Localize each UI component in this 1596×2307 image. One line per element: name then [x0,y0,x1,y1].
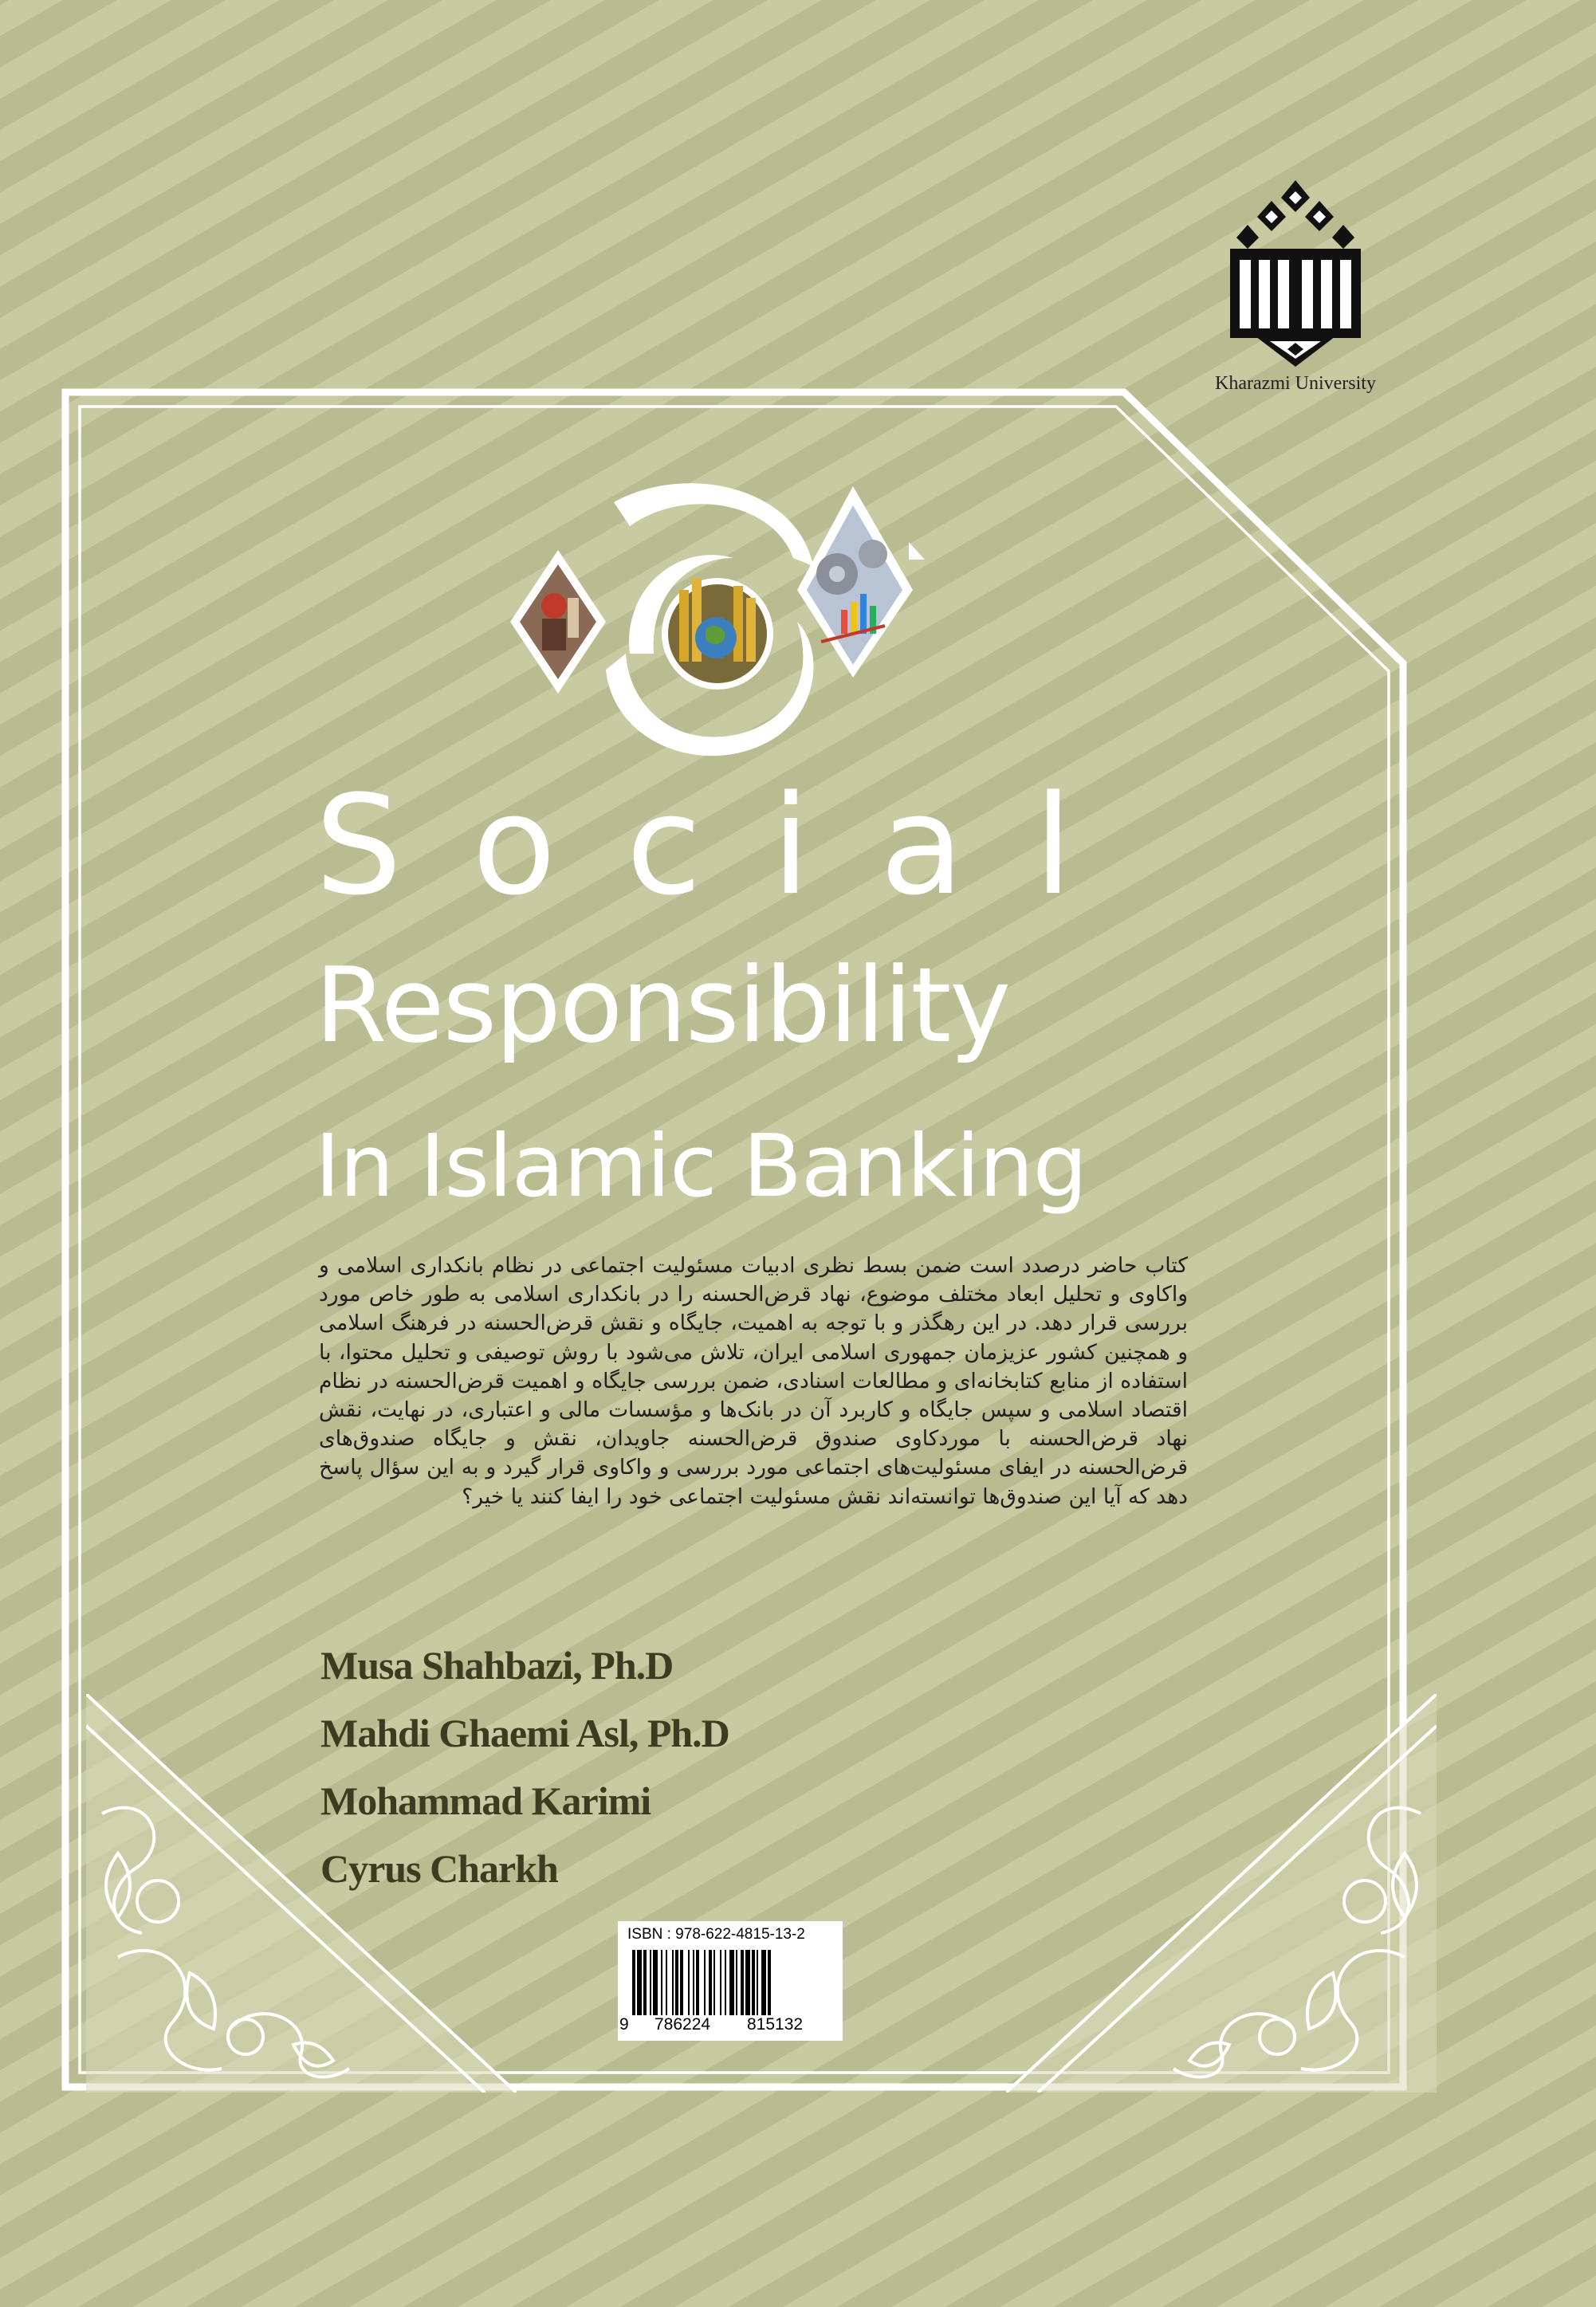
barcode-bar [632,1950,635,2015]
barcode-bar [713,1950,715,2015]
author-name: Mahdi Ghaemi Asl, Ph.D [320,1711,729,1755]
author-name: Cyrus Charkh [320,1846,558,1891]
title-line-responsibility: Responsibility [315,945,1010,1066]
barcode-bar [768,1950,771,2015]
floral-corner-ornament-right [1006,1694,1437,2093]
barcode-bar [693,1950,694,2015]
title-line-social: Social [315,765,1142,926]
barcode-bar [637,1950,642,2015]
author-name: Mohammad Karimi [320,1778,651,1823]
isbn-digits-left: 786224 [655,2015,711,2034]
barcode-bar [672,1950,674,2015]
barcode-bar [745,1950,750,2015]
coins-globe-photo-icon [662,578,773,690]
barcode-bar [725,1950,726,2015]
barcode-bar [688,1950,690,2015]
floral-corner-ornament-left [86,1694,517,2093]
isbn-digits-right: 815132 [747,2015,804,2034]
barcode-bar [680,1950,683,2015]
barcode-bar [709,1950,712,2015]
barcode-bar [696,1950,699,2015]
barcode-bar [661,1950,662,2015]
isbn-label: ISBN : 978-622-4815-13-2 [627,1926,805,1943]
barcode-bar [666,1950,667,2015]
cover-emblem-illustration [478,470,973,789]
kharazmi-university-logo-icon [1224,177,1367,368]
left-photo-icon [510,550,606,694]
author-name: Musa Shahbazi, Ph.D [320,1643,674,1688]
barcode-bar [761,1950,766,2015]
isbn-digit-lead: 9 [619,2015,629,2034]
publisher-name: Kharazmi University [1215,373,1376,394]
book-description: کتاب حاضر درصدد است ضمن بسط نظری ادبیات مسئولیت اجتماعی در نظام بانکداری اسلامی و واکاوی و تحلیل ابعاد مختلف موضوع، نهاد قرض‌الحسنه را در بانکداری اسلامی به طور خاص مورد بررسی قرار دهد. در این رهگذر و با توجه به اهمیت، جایگاه و نقش قرض‌الحسنه در فرهنگ اسلامی و همچنین کشور عزیزمان جمهوری اسلامی ایران، تلاش می‌شود با روش توصیفی و تحلیل محتوا، با استفاده از منابع کتابخانه‌ای و مطالعات اسنادی، ضمن بررسی جایگاه و اهمیت قرض‌الحسنه در نظام اقتصاد اسلامی و سپس جایگاه و کاربرد آن در بانک‌ها و مؤسسات مالی و اعتباری، در نهایت، نقش نهاد قرض‌الحسنه با موردکاوی صندوق قرض‌الحسنه جاویدان، نقش و جایگاه صندوق‌های قرض‌الحسنه در ایفای مسئولیت‌های اجتماعی مورد بررسی و واکاوی قرار گیرد و به این سؤال پاسخ دهد که آیا این صندوق‌ها توانسته‌اند نقش مسئولیت اجتماعی خود را ایفا کنند یا خیر؟ [319,1253,1188,1509]
barcode-bar [757,1950,758,2015]
gears-chart-photo-icon [797,486,925,678]
barcode-bar [650,1950,651,2015]
title-line-islamic-banking: In Islamic Banking [315,1117,1087,1216]
barcode-bar [643,1950,647,2015]
barcode-bar [720,1950,721,2015]
barcode-icon [629,1950,833,2015]
barcode-bar [752,1950,755,2015]
barcode-bar [675,1950,678,2015]
barcode-bar [736,1950,737,2015]
barcode-bar [741,1950,744,2015]
barcode-bar [704,1950,706,2015]
barcode-bar [653,1950,658,2015]
barcode-bar [729,1950,734,2015]
isbn-barcode-block [618,1921,843,2041]
